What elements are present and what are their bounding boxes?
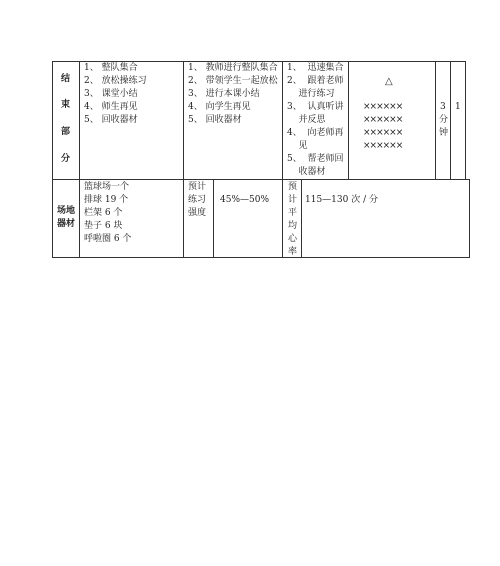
col-line <box>301 180 302 258</box>
teacher-position-triangle: △ <box>385 76 393 87</box>
table-border-bottom <box>52 257 470 258</box>
teacher-activity-item: 2、 带领学生一起放松 <box>188 76 278 86</box>
time-char: 分 <box>439 115 449 125</box>
intensity-label: 预计 <box>188 182 207 192</box>
section-label-char: 分 <box>61 154 71 164</box>
equipment-item: 栏架 6 个 <box>84 208 123 218</box>
col-line <box>469 180 470 258</box>
content-item: 4、 师生再见 <box>84 102 138 112</box>
equipment-label: 器材 <box>57 219 76 229</box>
col-line <box>282 61 283 258</box>
student-activity-item: 2、 跟着老师 <box>287 76 344 86</box>
col-line <box>183 61 184 258</box>
teacher-activity-item: 3、 进行本课小结 <box>188 89 260 99</box>
col-line <box>213 180 214 258</box>
student-formation-row: ×××××× <box>363 141 403 151</box>
teacher-activity-item: 4、 向学生再见 <box>188 102 251 112</box>
teacher-activity-item: 1、 教师进行整队集合 <box>188 63 278 73</box>
heart-rate-label: 计 <box>288 195 298 205</box>
col-line <box>79 61 80 258</box>
equipment-item: 呼啦圈 6 个 <box>84 234 132 244</box>
row-divider <box>52 179 470 180</box>
heart-rate-value: 115—130 次 / 分 <box>305 195 378 205</box>
intensity-label: 强度 <box>188 208 207 218</box>
col-line <box>435 61 436 180</box>
student-activity-item: 进行练习 <box>287 89 335 99</box>
student-activity-item: 5、 帮老师回 <box>287 154 344 164</box>
content-item: 5、 回收器材 <box>84 115 138 125</box>
student-activity-item: 3、 认真听讲 <box>287 102 344 112</box>
col-line <box>52 61 53 258</box>
student-activity-item: 1、 迅速集合 <box>287 63 344 73</box>
col-line <box>348 61 349 180</box>
equipment-label: 场地 <box>57 206 76 216</box>
equipment-item: 垫子 6 块 <box>84 221 123 231</box>
heart-rate-label: 均 <box>288 221 298 231</box>
section-label-char: 部 <box>61 127 71 137</box>
equipment-item: 排球 19 个 <box>84 195 129 205</box>
content-item: 3、 课堂小结 <box>84 89 138 99</box>
student-activity-item: 收器材 <box>287 167 326 177</box>
heart-rate-label: 率 <box>288 247 298 257</box>
student-activity-item: 见 <box>287 141 308 151</box>
content-item: 1、 整队集合 <box>84 63 138 73</box>
heart-rate-label: 预 <box>288 182 298 192</box>
student-activity-item: 并反思 <box>287 115 326 125</box>
student-activity-item: 4、 向老师再 <box>287 128 344 138</box>
col-line <box>465 61 466 180</box>
section-label-char: 结 <box>61 74 71 84</box>
intensity-label: 练习 <box>188 195 207 205</box>
student-formation-row: ×××××× <box>363 115 403 125</box>
time-char: 钟 <box>439 128 449 138</box>
section-label-char: 束 <box>61 100 71 110</box>
heart-rate-label: 平 <box>288 208 298 218</box>
student-formation-row: ×××××× <box>363 102 403 112</box>
equipment-item: 篮球场一个 <box>84 182 130 192</box>
col-line <box>450 61 451 180</box>
count-value: 1 <box>455 102 461 112</box>
intensity-value: 45%—50% <box>220 195 270 205</box>
student-formation-row: ×××××× <box>363 128 403 138</box>
content-item: 2、 放松操练习 <box>84 76 147 86</box>
heart-rate-label: 心 <box>288 234 298 244</box>
time-char: 3 <box>440 102 446 112</box>
teacher-activity-item: 5、 回收器材 <box>188 115 242 125</box>
